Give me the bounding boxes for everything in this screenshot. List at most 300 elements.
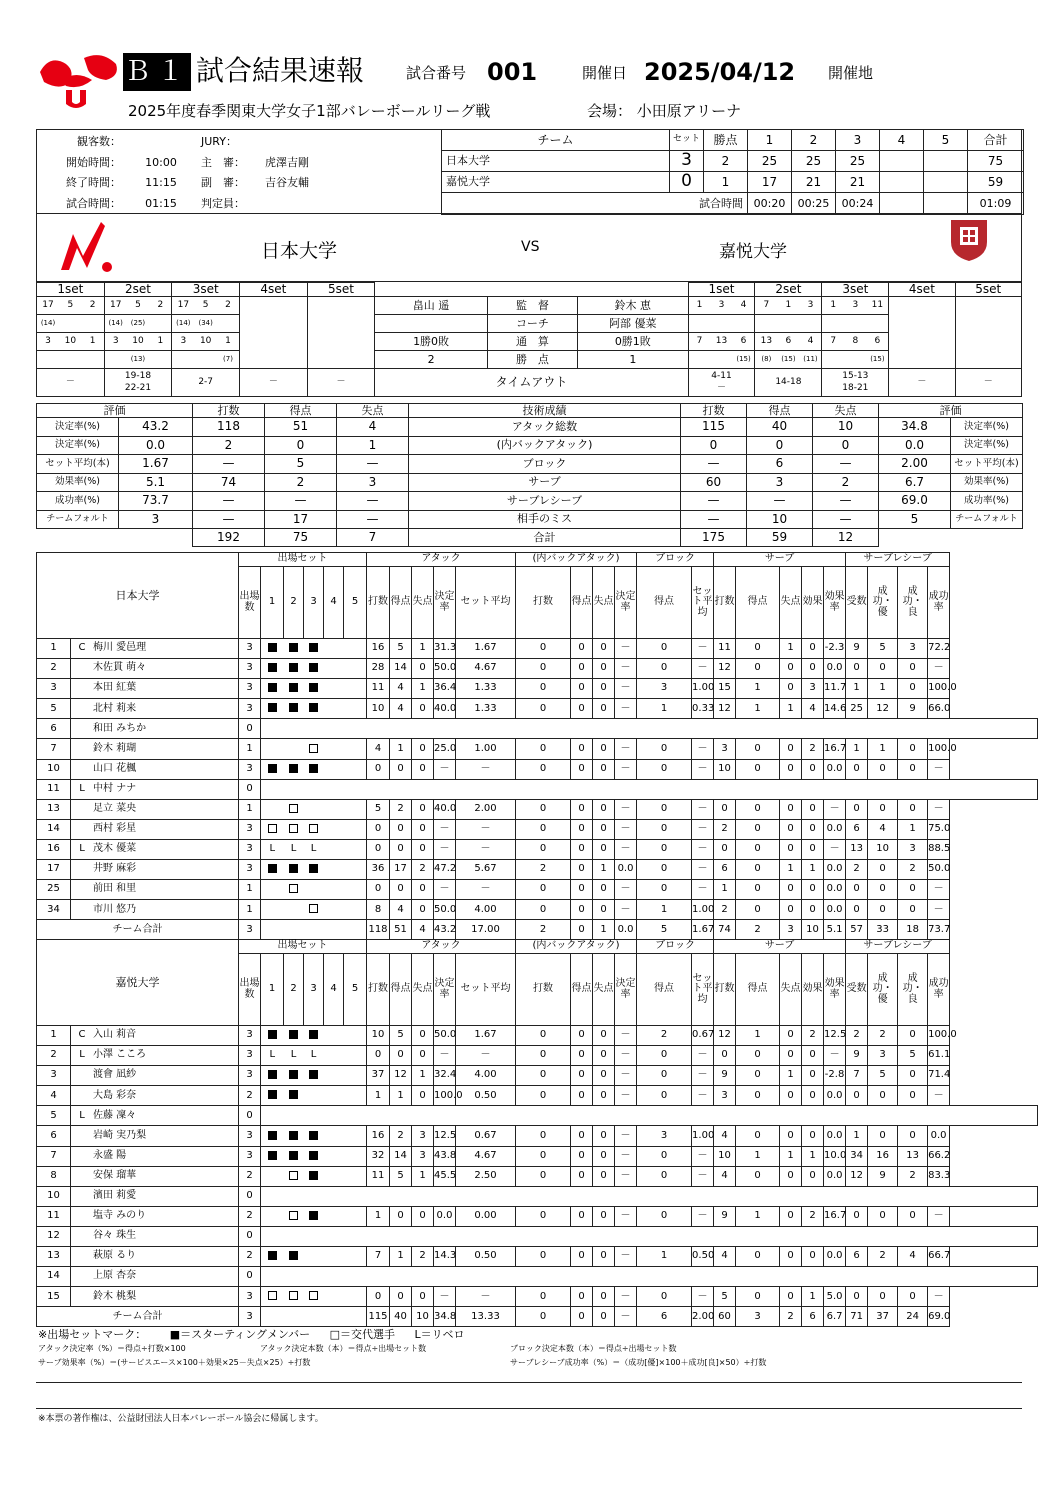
serve-stat: 1 bbox=[780, 1066, 802, 1086]
attack-stat: 4 bbox=[367, 739, 390, 759]
set-mark-cell bbox=[304, 1166, 324, 1186]
back-attack-stat: 0 bbox=[571, 1026, 593, 1046]
back-attack-stat: 0 bbox=[516, 1046, 571, 1066]
back-attack-stat: 0 bbox=[593, 759, 615, 779]
player-role: L bbox=[79, 1109, 85, 1121]
back-attack-stat: 0 bbox=[593, 819, 615, 839]
back-attack-total: 2 bbox=[516, 920, 571, 940]
timeout-value: 14-18 bbox=[775, 376, 802, 387]
back-attack-stat: 0.0 bbox=[615, 860, 637, 880]
substitute-mark bbox=[309, 1291, 318, 1300]
receive-stat: 2 bbox=[868, 1026, 898, 1046]
set-mark-cell bbox=[344, 1046, 367, 1066]
serve-stat: 10 bbox=[714, 1146, 736, 1166]
back-attack-stat: 0 bbox=[593, 1206, 615, 1226]
player-games: 1 bbox=[239, 880, 261, 900]
attack-stat: 4.67 bbox=[456, 659, 516, 679]
set-mark-cell bbox=[344, 699, 367, 719]
tech-value: 2 bbox=[813, 473, 879, 492]
player-games: 3 bbox=[239, 759, 261, 779]
set-label: 1set bbox=[688, 283, 755, 297]
block-stat: 0.33 bbox=[692, 699, 714, 719]
set-mark-cell bbox=[324, 1206, 344, 1226]
set-mark-cell bbox=[284, 1206, 304, 1226]
serve-stat: 3 bbox=[714, 1086, 736, 1106]
receive-stat: 3 bbox=[898, 639, 928, 659]
back-attack-stat: 0 bbox=[516, 639, 571, 659]
starter-mark bbox=[268, 764, 277, 773]
venue: 会場： 小田原アリーナ bbox=[587, 102, 742, 120]
serve-stat: 1 bbox=[736, 1206, 780, 1226]
vs-label: VS bbox=[521, 239, 540, 255]
attack-stat: 17 bbox=[390, 860, 412, 880]
starter-mark bbox=[309, 1030, 318, 1039]
receive-stat: 66.7 bbox=[928, 1247, 950, 1267]
league-name: 2025年度春季関東大学女子1部バレーボールリーグ戦 bbox=[128, 102, 491, 120]
player-cell bbox=[71, 1106, 239, 1126]
attack-stat: 1 bbox=[390, 1247, 412, 1267]
serve-stat: 0 bbox=[736, 1046, 780, 1066]
tech-value: 0 bbox=[265, 436, 337, 455]
col-header: 5 bbox=[344, 954, 367, 1026]
attack-stat: 10 bbox=[367, 699, 390, 719]
no-play bbox=[261, 779, 1038, 799]
back-attack-stat: 0 bbox=[593, 659, 615, 679]
set-mark-cell bbox=[304, 759, 324, 779]
substitute-mark bbox=[309, 824, 318, 833]
receive-stat: 2 bbox=[898, 860, 928, 880]
serve-stat: 0 bbox=[780, 839, 802, 859]
serve-stat: 0 bbox=[802, 900, 824, 920]
team-total-games: 3 bbox=[239, 1307, 261, 1327]
serve-stat: 0 bbox=[780, 659, 802, 679]
sets-header: 出場セット bbox=[239, 553, 367, 567]
timeout-value: 2-7 bbox=[198, 376, 214, 387]
attack-stat: 0 bbox=[367, 880, 390, 900]
player-games: 0 bbox=[239, 1186, 261, 1206]
player-games: 0 bbox=[239, 1226, 261, 1246]
block-stat: 1.00 bbox=[692, 679, 714, 699]
tech-value: 73.7 bbox=[119, 492, 193, 511]
back-attack-stat: 0 bbox=[571, 860, 593, 880]
block-stat: 0 bbox=[637, 799, 692, 819]
set-mark-cell bbox=[344, 880, 367, 900]
set-cell bbox=[194, 351, 217, 369]
tech-label: 決定率(%) bbox=[37, 436, 119, 455]
tech-value: 4 bbox=[337, 418, 409, 437]
block-stat: 1 bbox=[637, 900, 692, 920]
col-header: 得点 bbox=[571, 954, 593, 1026]
col-header: 出場数 bbox=[239, 954, 261, 1026]
set-cell bbox=[217, 315, 240, 333]
set-cell: 3 bbox=[172, 333, 195, 351]
receive-stat: － bbox=[928, 759, 950, 779]
set-mark-cell bbox=[304, 819, 324, 839]
info-label: 副 審： bbox=[201, 176, 245, 190]
starter-mark bbox=[268, 643, 277, 652]
attack-stat: － bbox=[456, 1287, 516, 1307]
timeout-cell bbox=[240, 369, 308, 397]
back-attack-stat: － bbox=[615, 900, 637, 920]
receive-stat: 1 bbox=[868, 739, 898, 759]
block-stat: 0 bbox=[637, 639, 692, 659]
receive-stat: 0 bbox=[868, 1206, 898, 1226]
receive-stat: － bbox=[928, 880, 950, 900]
starter-mark bbox=[268, 1030, 277, 1039]
back-attack-stat: 0 bbox=[571, 1247, 593, 1267]
tech-value: — bbox=[265, 492, 337, 511]
score-team: 嘉悦大学 bbox=[442, 172, 670, 193]
attack-stat: 5 bbox=[390, 1026, 412, 1046]
set-mark-cell bbox=[324, 1086, 344, 1106]
serve-stat: 0 bbox=[802, 1046, 824, 1066]
attack-stat: 10 bbox=[367, 1026, 390, 1046]
player-name: 萩原 るり bbox=[93, 1250, 137, 1262]
col-header: セット平均 bbox=[692, 567, 714, 639]
player-name: 小澤 こころ bbox=[93, 1049, 147, 1061]
tech-item: 合計 bbox=[409, 529, 681, 547]
home-coach: 畠山 遥 bbox=[375, 297, 487, 315]
set-mark-cell bbox=[344, 739, 367, 759]
block-stat: － bbox=[692, 1086, 714, 1106]
serve-stat: 0 bbox=[780, 679, 802, 699]
serve-stat: 0 bbox=[802, 1166, 824, 1186]
back-attack-total: 0 bbox=[571, 1307, 593, 1327]
score-set bbox=[924, 151, 968, 172]
tech-row bbox=[37, 510, 1023, 529]
back-attack-stat: － bbox=[615, 1046, 637, 1066]
receive-stat: 9 bbox=[846, 1046, 868, 1066]
score-set: 25 bbox=[836, 151, 880, 172]
back-attack-stat: － bbox=[615, 1086, 637, 1106]
back-attack-stat: 0 bbox=[593, 799, 615, 819]
starter-mark bbox=[289, 683, 298, 692]
tech-item: サーブ bbox=[409, 473, 681, 492]
receive-stat: 100.0 bbox=[928, 739, 950, 759]
receive-stat: 6 bbox=[846, 819, 868, 839]
receive-stat: 75.0 bbox=[928, 819, 950, 839]
attack-stat: 25.0 bbox=[434, 739, 456, 759]
starter-mark bbox=[268, 1151, 277, 1160]
substitute-mark bbox=[289, 1211, 298, 1220]
set-mark-cell bbox=[261, 819, 284, 839]
player-no: 10 bbox=[37, 759, 71, 779]
back-attack-stat: － bbox=[615, 799, 637, 819]
receive-stat: 0 bbox=[898, 1126, 928, 1146]
player-cell bbox=[71, 679, 239, 699]
back-attack-stat: 0 bbox=[593, 839, 615, 859]
player-no: 14 bbox=[37, 1267, 71, 1287]
set-mark-cell bbox=[284, 639, 304, 659]
attack-stat: 16 bbox=[367, 639, 390, 659]
receive-total: 57 bbox=[846, 920, 868, 940]
attack-stat: 5 bbox=[390, 639, 412, 659]
col-header: 失点 bbox=[412, 567, 434, 639]
back-attack-stat: － bbox=[615, 1287, 637, 1307]
serve-total: 74 bbox=[714, 920, 736, 940]
receive-stat: 0 bbox=[868, 860, 898, 880]
attack-stat: － bbox=[456, 1046, 516, 1066]
home-sets-r2 bbox=[37, 315, 1022, 333]
attack-stat: 1 bbox=[367, 1086, 390, 1106]
attack-total: 118 bbox=[367, 920, 390, 940]
set-mark-cell bbox=[304, 799, 324, 819]
tech-value: 10 bbox=[813, 418, 879, 437]
player-name: 永盛 陽 bbox=[93, 1149, 127, 1161]
col-header: 成功・良 bbox=[898, 954, 928, 1026]
back-attack-stat: 0 bbox=[593, 1146, 615, 1166]
back-attack-stat: 0 bbox=[571, 1287, 593, 1307]
timeout-cell bbox=[172, 369, 240, 397]
player-cell bbox=[71, 1126, 239, 1146]
team-total-row bbox=[37, 920, 1038, 940]
serve-stat: 0 bbox=[780, 1287, 802, 1307]
receive-stat: － bbox=[928, 1086, 950, 1106]
player-cell bbox=[71, 1247, 239, 1267]
set-mark-cell bbox=[304, 1126, 324, 1146]
block-stat: 0 bbox=[637, 759, 692, 779]
info-value: 11:15 bbox=[145, 176, 177, 190]
block-stat: 0.67 bbox=[692, 1026, 714, 1046]
col-header: 5 bbox=[344, 567, 367, 639]
back-attack-stat: 0 bbox=[516, 1247, 571, 1267]
libero-mark: L bbox=[310, 1049, 317, 1061]
player-no: 3 bbox=[37, 1066, 71, 1086]
score-set bbox=[880, 172, 924, 193]
player-row bbox=[37, 679, 1038, 699]
set-cell: 7 bbox=[822, 333, 844, 351]
col-header: 打数 bbox=[516, 954, 571, 1026]
block-stat: － bbox=[692, 759, 714, 779]
player-row bbox=[37, 659, 1038, 679]
block-stat: － bbox=[692, 880, 714, 900]
attack-stat: － bbox=[456, 839, 516, 859]
block-stat: － bbox=[692, 1146, 714, 1166]
serve-stat: 12.5 bbox=[824, 1026, 846, 1046]
set-cell: 7 bbox=[755, 297, 777, 315]
divider bbox=[36, 1382, 1022, 1383]
back-attack-stat: 0 bbox=[593, 1126, 615, 1146]
back-attack-stat: 0 bbox=[593, 699, 615, 719]
set-label: 5set bbox=[307, 283, 375, 297]
col-header: 3 bbox=[304, 567, 324, 639]
set-mark-cell bbox=[304, 1206, 324, 1226]
attack-stat: 43.8 bbox=[434, 1146, 456, 1166]
set-cell: (13) bbox=[127, 351, 150, 369]
back-attack-total: 1 bbox=[593, 920, 615, 940]
block-stat: － bbox=[692, 839, 714, 859]
set-mark-cell bbox=[284, 1166, 304, 1186]
attack-stat: 14.3 bbox=[434, 1247, 456, 1267]
no-play bbox=[261, 1186, 1038, 1206]
back-attack-header: (内バックアタック) bbox=[516, 553, 637, 567]
block-header: ブロック bbox=[637, 553, 714, 567]
starter-mark bbox=[268, 663, 277, 672]
score-set: 25 bbox=[792, 151, 836, 172]
info-label: JURY： bbox=[201, 135, 237, 149]
player-name: 大島 彩奈 bbox=[93, 1089, 137, 1101]
back-attack-stat: － bbox=[615, 1166, 637, 1186]
back-attack-stat: 0 bbox=[593, 739, 615, 759]
back-attack-stat: 0 bbox=[571, 799, 593, 819]
tech-value: 3 bbox=[337, 473, 409, 492]
player-row bbox=[37, 1066, 1038, 1086]
receive-total: 69.0 bbox=[928, 1307, 950, 1327]
tech-row bbox=[37, 436, 1023, 455]
col-header: 効果 bbox=[802, 954, 824, 1026]
set-mark-cell bbox=[261, 1026, 284, 1046]
col-header: 成功・優 bbox=[868, 567, 898, 639]
set-cell: 3 bbox=[710, 297, 732, 315]
col-header: 3 bbox=[304, 954, 324, 1026]
block-stat: 3 bbox=[637, 1126, 692, 1146]
tech-value: — bbox=[337, 492, 409, 511]
starter-mark bbox=[289, 1151, 298, 1160]
set-mark-cell bbox=[304, 1146, 324, 1166]
player-games: 0 bbox=[239, 719, 261, 739]
serve-stat: 0 bbox=[736, 900, 780, 920]
attack-total: 13.33 bbox=[456, 1307, 516, 1327]
block-stat: 0 bbox=[637, 659, 692, 679]
attack-stat: 0 bbox=[412, 759, 434, 779]
attack-stat: 2 bbox=[412, 860, 434, 880]
col-header: 失点 bbox=[593, 567, 615, 639]
tech-value: 6.7 bbox=[879, 473, 951, 492]
back-attack-stat: 0 bbox=[516, 1066, 571, 1086]
receive-stat: 2 bbox=[898, 1166, 928, 1186]
tech-value: — bbox=[747, 492, 813, 511]
set-mark-cell bbox=[344, 839, 367, 859]
tech-value: 0.0 bbox=[879, 436, 951, 455]
serve-stat: 0.0 bbox=[824, 819, 846, 839]
set-mark-cell bbox=[304, 880, 324, 900]
player-games: 3 bbox=[239, 1287, 261, 1307]
set-mark-cell bbox=[261, 739, 284, 759]
player-cell bbox=[71, 759, 239, 779]
player-cell bbox=[71, 1046, 239, 1066]
info-label: 試合時間： bbox=[66, 196, 121, 210]
col-header: 受数 bbox=[846, 567, 868, 639]
serve-stat: 2 bbox=[802, 1206, 824, 1226]
date-label: 開催日 bbox=[582, 64, 628, 82]
score-sets: 0 bbox=[670, 172, 704, 193]
tech-value: 59 bbox=[747, 529, 813, 547]
attack-stat: 0 bbox=[412, 1046, 434, 1066]
attack-stat: 12.5 bbox=[434, 1126, 456, 1146]
receive-stat: 1 bbox=[868, 679, 898, 699]
player-cell bbox=[71, 1226, 239, 1246]
back-attack-stat: － bbox=[615, 880, 637, 900]
serve-stat: 0 bbox=[802, 880, 824, 900]
serve-stat: 1 bbox=[802, 1146, 824, 1166]
away-coach: 鈴木 恵 bbox=[578, 297, 688, 315]
attack-stat: － bbox=[434, 839, 456, 859]
serve-stat: 0 bbox=[802, 659, 824, 679]
block-stat: 0 bbox=[637, 1046, 692, 1066]
set-mark-cell bbox=[261, 1126, 284, 1146]
set-mark-cell bbox=[304, 900, 324, 920]
set-mark-cell bbox=[304, 679, 324, 699]
player-role: C bbox=[78, 642, 86, 654]
player-games: 3 bbox=[239, 1126, 261, 1146]
timeout-value: － bbox=[716, 382, 726, 393]
set-mark-cell bbox=[284, 699, 304, 719]
substitute-mark bbox=[309, 904, 318, 913]
set-cell: 1 bbox=[82, 333, 105, 351]
tech-row bbox=[37, 473, 1023, 492]
home-team-logo bbox=[57, 220, 117, 280]
player-row bbox=[37, 1046, 1038, 1066]
score-header: 3 bbox=[836, 130, 880, 151]
player-cell bbox=[71, 739, 239, 759]
tech-value: 10 bbox=[747, 510, 813, 529]
col-header: 1 bbox=[261, 954, 284, 1026]
attack-stat: － bbox=[434, 759, 456, 779]
player-no: 1 bbox=[37, 639, 71, 659]
receive-stat: 7 bbox=[846, 1066, 868, 1086]
attack-stat: 1.33 bbox=[456, 699, 516, 719]
serve-stat: 0 bbox=[736, 739, 780, 759]
attack-stat: 50.0 bbox=[434, 659, 456, 679]
serve-stat: 0 bbox=[714, 799, 736, 819]
set-mark-cell bbox=[261, 1146, 284, 1166]
starter-mark bbox=[289, 1030, 298, 1039]
set-cell: (14) bbox=[37, 315, 60, 333]
away-players-section bbox=[36, 939, 1022, 1327]
back-attack-stat: 0 bbox=[571, 880, 593, 900]
set-mark-cell bbox=[261, 1046, 284, 1066]
serve-header: サーブ bbox=[714, 940, 846, 954]
col-header: 1 bbox=[261, 567, 284, 639]
attack-total: 17.00 bbox=[456, 920, 516, 940]
serve-stat: 1 bbox=[736, 1026, 780, 1046]
set-mark-cell bbox=[324, 1026, 344, 1046]
score-header: 1 bbox=[748, 130, 792, 151]
tech-header: 評価 bbox=[37, 404, 193, 418]
player-no: 8 bbox=[37, 1166, 71, 1186]
col-header: 効果率 bbox=[824, 954, 846, 1026]
serve-stat: 0.0 bbox=[824, 860, 846, 880]
serve-stat: 11.7 bbox=[824, 679, 846, 699]
player-name: 本田 紅葉 bbox=[93, 682, 137, 694]
serve-stat: 0 bbox=[736, 1066, 780, 1086]
col-header: 打数 bbox=[714, 954, 736, 1026]
page-title: 試合結果速報 bbox=[196, 54, 365, 87]
receive-stat: 6 bbox=[846, 1247, 868, 1267]
back-attack-total: 0 bbox=[571, 920, 593, 940]
back-attack-stat: 0 bbox=[516, 1126, 571, 1146]
attack-stat: 50.0 bbox=[434, 1026, 456, 1046]
set-cell: (15) bbox=[733, 351, 755, 369]
receive-stat: 72.2 bbox=[928, 639, 950, 659]
col-header: 4 bbox=[324, 567, 344, 639]
set-mark-cell bbox=[284, 1066, 304, 1086]
tech-value: 0.0 bbox=[119, 436, 193, 455]
set-mark-cell bbox=[304, 699, 324, 719]
serve-stat: 4 bbox=[714, 1166, 736, 1186]
tech-value: 2 bbox=[265, 473, 337, 492]
player-no: 2 bbox=[37, 1046, 71, 1066]
serve-stat: 0 bbox=[714, 839, 736, 859]
player-no: 1 bbox=[37, 1026, 71, 1046]
starter-mark bbox=[309, 683, 318, 692]
player-no: 25 bbox=[37, 880, 71, 900]
attack-stat: 7 bbox=[367, 1247, 390, 1267]
col-header: 効果率 bbox=[824, 567, 846, 639]
tech-label: 決定率(%) bbox=[37, 418, 119, 437]
player-role: L bbox=[79, 782, 85, 794]
attack-stat: 4 bbox=[390, 699, 412, 719]
